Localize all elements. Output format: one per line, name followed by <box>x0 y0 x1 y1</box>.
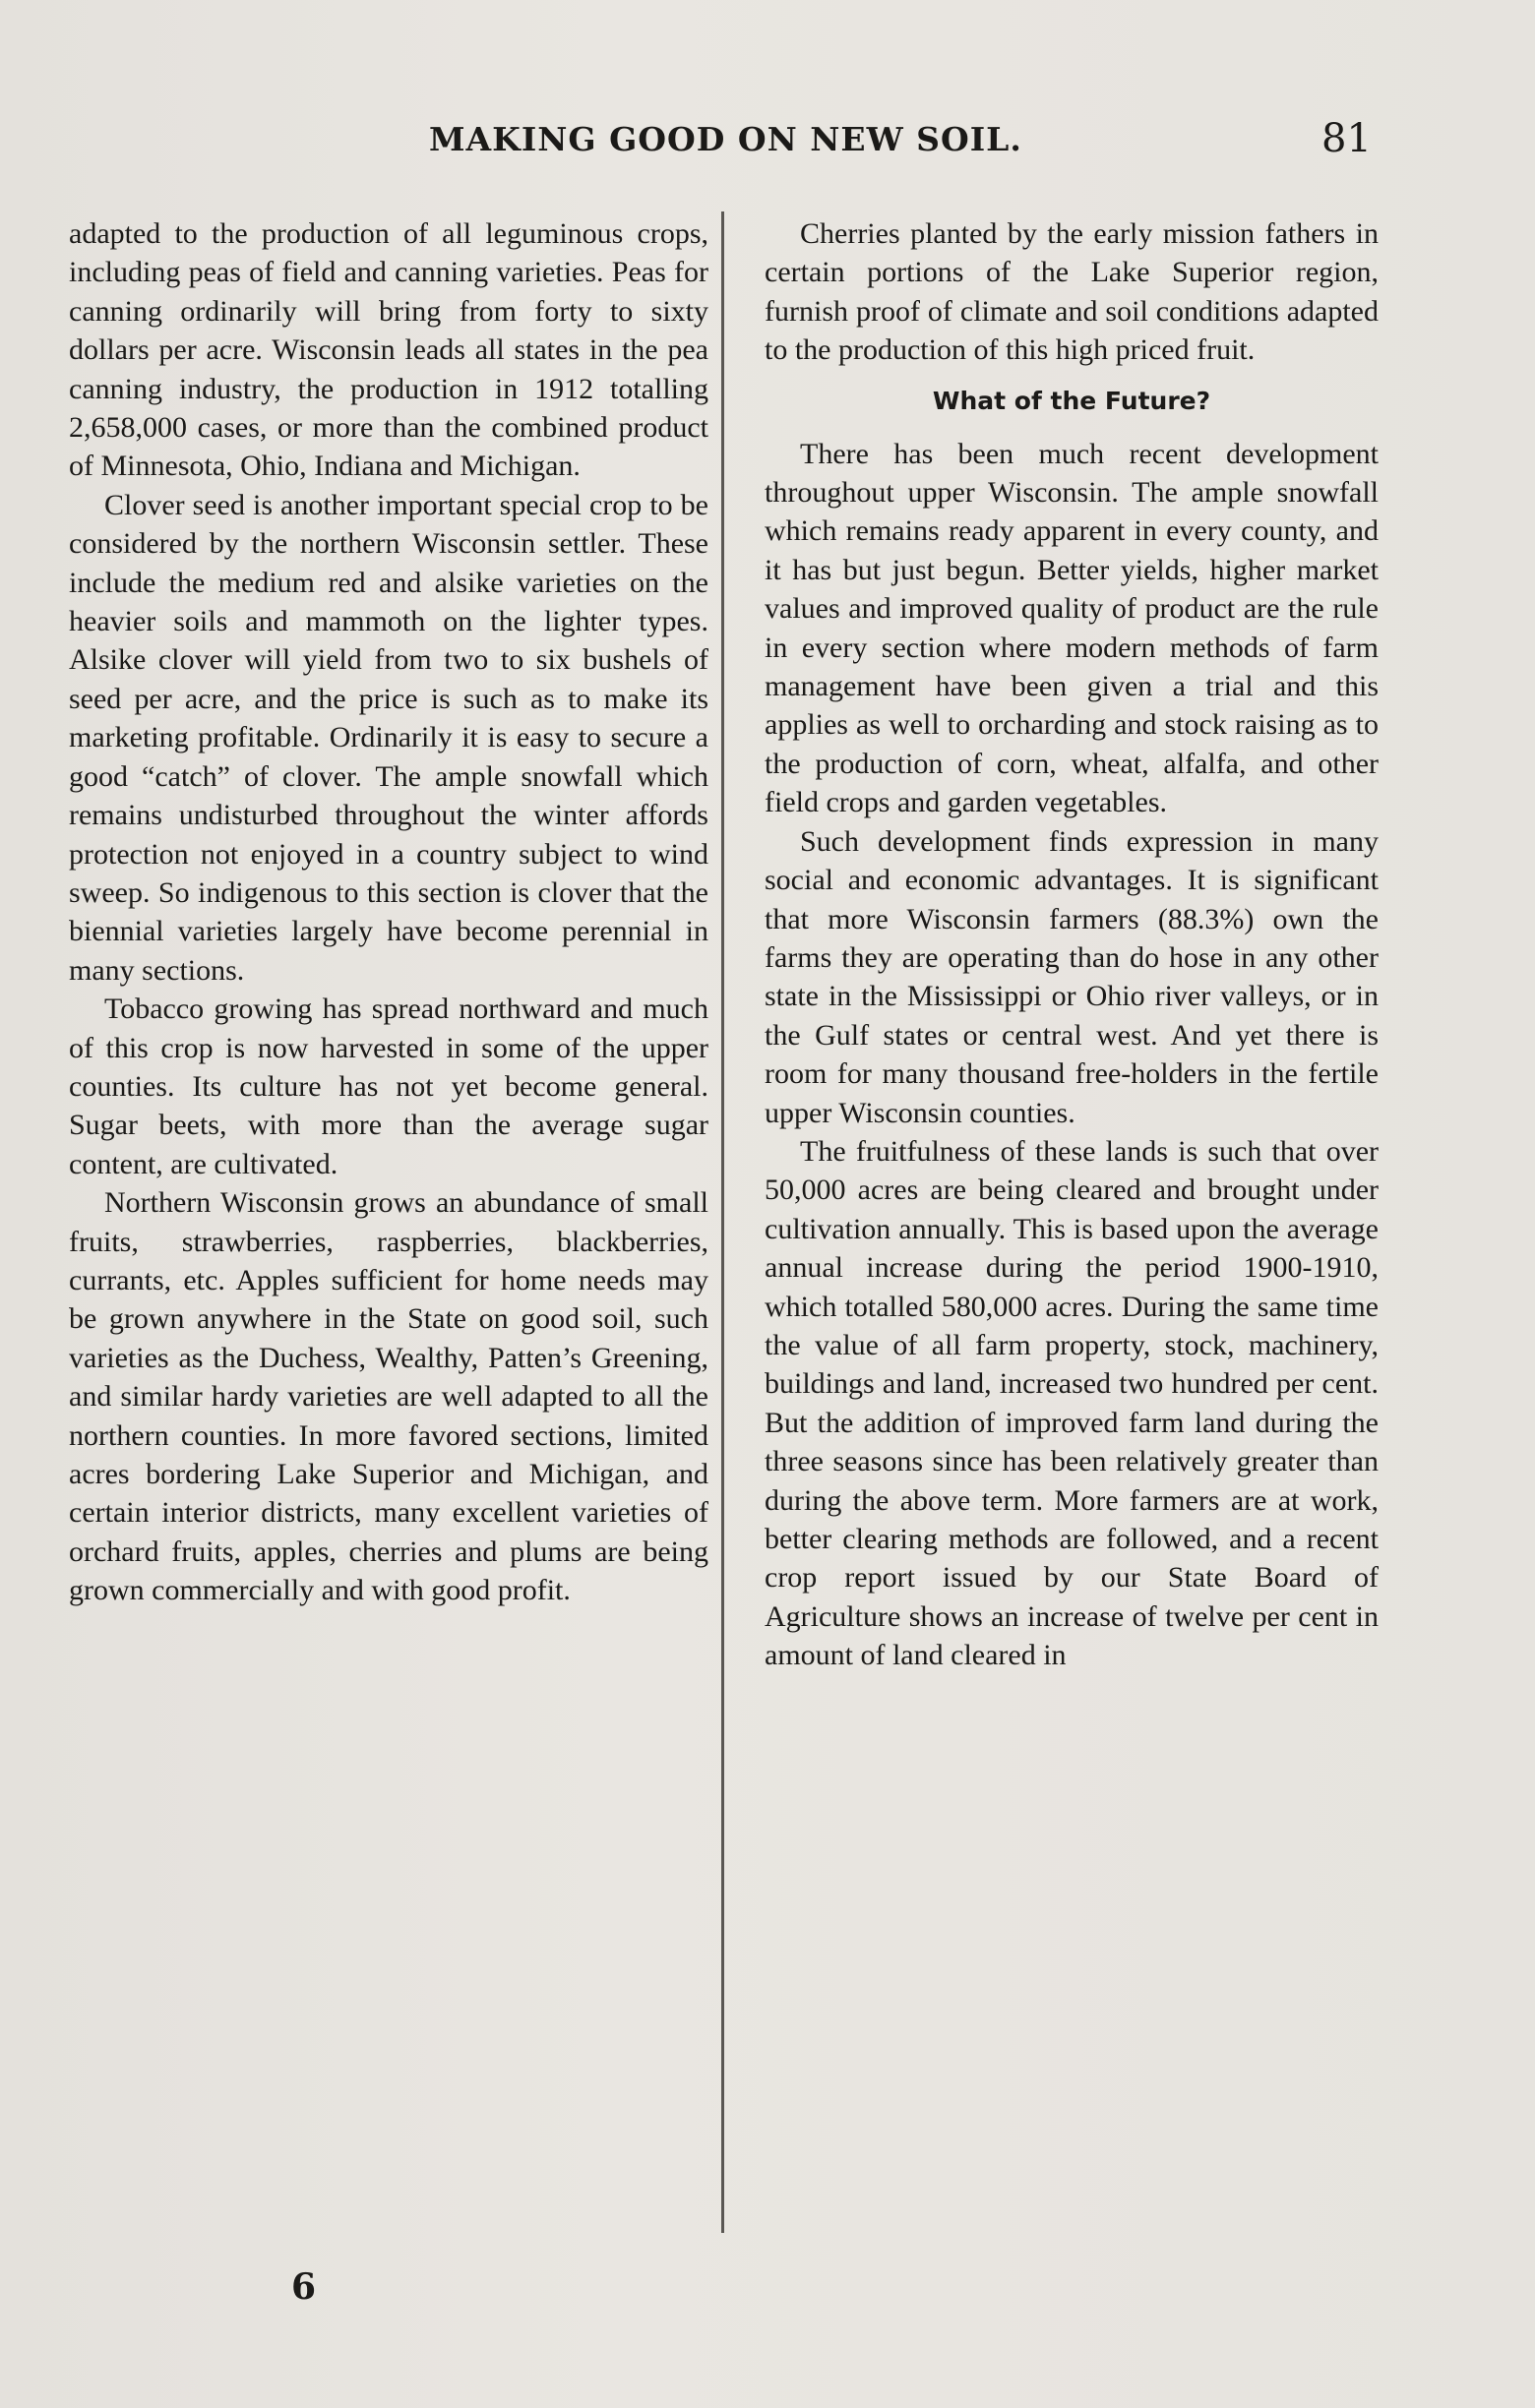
section-heading: What of the Future? <box>932 386 1211 415</box>
left-column <box>69 214 708 1610</box>
paragraph: Northern Wisconsin grows an abundance of small fruits, strawberries, raspberries, blackberries, currants, etc. Apples sufficient for home needs may be grown anywhere in the State on good soil, such varieties as the Duchess, Wealthy, Patten’s Greening, and similar hardy varieties are well adapted to all the northern counties. In more favored sections, limited acres bordering Lake Superior and Michigan, and certain interior districts, many excellent varieties of orchard fruits, apples, cherries and plums are being grown commercially and with good profit. <box>69 1186 708 1607</box>
running-title: MAKING GOOD ON NEW SOIL. <box>429 120 1022 158</box>
paragraph: Cherries planted by the early mission fathers in certain portions of the Lake Superior region, furnish proof of climate and soil conditions adapted to the production of this high priced fruit. <box>765 217 1379 367</box>
paragraph: The fruitfulness of these lands is such that over 50,000 acres are being cleared and brought under cultivation annually. This is based upon the average annual increase during the period 1900-1910, which totalled 580,000 acres. During the same time the value of all farm property, stock, machinery, buildings and land, increased two hundred per cent. But the addition of improved farm land during the three seasons since has been relatively greater than during the above term. More farmers are at work, better clearing methods are followed, and a recent crop report issued by our State Board of Agriculture shows an increase of twelve per cent in amount of land cleared in <box>765 1134 1379 1672</box>
paragraph: Clover seed is another important special crop to be considered by the northern Wisconsin settler. These include the medium red and alsike varieties on the heavier soils and mammoth on the lighter types. Alsike clover will yield from two to six bushels of seed per acre, and the price is such as to make its marketing profitable. Ordinarily it is easy to secure a good “catch” of clover. The ample snowfall which remains undisturbed throughout the winter affords protection not enjoyed in a country subject to wind sweep. So indigenous to this section is clover that the biennial varieties largely have become perennial in many sections. <box>69 488 708 987</box>
column-divider <box>721 211 724 2233</box>
right-column <box>765 214 1379 1675</box>
page-number: 81 <box>1321 116 1372 161</box>
paragraph: adapted to the production of all leguminous crops, including peas of field and canning varieties. Peas for canning ordinarily will bring from forty to sixty dollars per acre. Wisconsin leads all states in the pea canning industry, the production in 1912 totalling 2,658,000 cases, or more than the combined product of Minnesota, Ohio, Indiana and Michigan. <box>69 217 708 483</box>
signature-mark: 6 <box>291 2266 317 2308</box>
paragraph: Such development finds expression in many social and economic advantages. It is significant that more Wisconsin farmers (88.3%) own the farms they are operating than do hose in any other state in the Mississippi or Ohio river valleys, or in the Gulf states or central west. And yet there is room for many thousand free-holders in the fertile upper Wisconsin counties. <box>765 824 1379 1129</box>
paragraph: Tobacco growing has spread northward and much of this crop is now harvested in some of the upper counties. Its culture has not yet become general. Sugar beets, with more than the average sugar content, are cultivated. <box>69 993 708 1180</box>
paragraph: There has been much recent development throughout upper Wisconsin. The ample snowfall which remains ready apparent in every county, and it has but just begun. Better yields, higher market values and improved quality of product are the rule in every section where modern methods of farm management have been given a trial and this applies as well to orcharding and stock raising as to the production of corn, wheat, alfalfa, and other field crops and garden vegetables. <box>765 437 1379 819</box>
page-header <box>0 116 1535 179</box>
